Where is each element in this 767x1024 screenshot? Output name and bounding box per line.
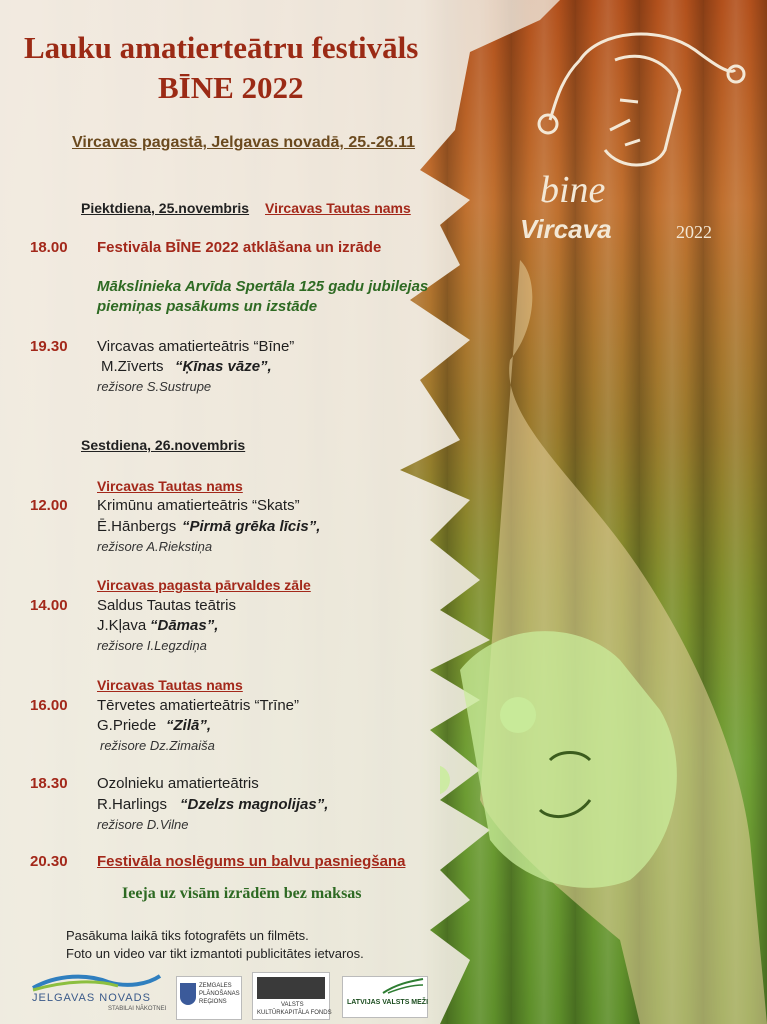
photo-notice: Pasākuma laikā tiks fotografēts un filmēts. xyxy=(66,928,309,943)
festival-title: Lauku amatierteātru festivāls xyxy=(24,30,419,65)
event-troupe: Saldus Tautas teātris xyxy=(97,597,236,614)
coat-of-arms-icon xyxy=(180,983,196,1005)
event-title: Festivāla BĪNE 2022 atklāšana un izrāde xyxy=(97,239,382,256)
event-play: “Dāmas”, xyxy=(150,617,219,634)
event-director: režisore D.Vilne xyxy=(97,817,189,832)
jelgava-logo-text: JELGAVAS NOVADS xyxy=(32,992,151,1004)
event-venue: Vircavas pagasta pārvaldes zāle xyxy=(97,577,311,593)
day2-heading-date: Sestdiena, 26.novembris xyxy=(81,437,246,453)
vkkf-mark-icon xyxy=(257,977,325,999)
event-troupe: Ozolnieku amatierteātris xyxy=(97,775,259,792)
event-director: režisore I.Legzdiņa xyxy=(97,638,207,653)
event-play: “Ķīnas vāze”, xyxy=(175,358,272,375)
jelgava-logo-sub: STABILAI NĀKOTNEI xyxy=(108,1006,167,1012)
event-troupe: Krimūnu amatierteātris “Skats” xyxy=(97,497,300,514)
zemgale-logo xyxy=(176,976,242,1020)
logo-year-text: 2022 xyxy=(676,222,712,242)
day1-heading-place: Vircavas Tautas nams xyxy=(265,200,411,216)
event-note: piemiņas pasākums un izstāde xyxy=(97,298,318,315)
zemgale-logo-text: PLĀNOŠANAS xyxy=(199,991,240,997)
event-author: R.Harlings xyxy=(97,796,168,813)
jelgava-wave-icon xyxy=(28,972,163,992)
event-note: Mākslinieka Arvīda Spertāla 125 gadu jubilejas xyxy=(97,278,429,295)
event-author: G.Priede xyxy=(97,717,157,734)
event-play: “Pirmā grēka līcis”, xyxy=(182,518,321,535)
event-time: 12.00 xyxy=(30,497,68,514)
event-troupe: Tērvetes amatierteātris “Trīne” xyxy=(97,697,299,714)
event-time: 16.00 xyxy=(30,697,68,714)
event-troupe: Vircavas amatierteātris “Bīne” xyxy=(97,338,295,355)
event-title: Festivāla noslēgums un balvu pasniegšana xyxy=(97,853,406,870)
event-time: 18.00 xyxy=(30,239,68,256)
day1-heading-date: Piektdiena, 25.novembris xyxy=(81,200,250,216)
free-entry-note: Ieeja uz visām izrādēm bez maksas xyxy=(122,885,362,902)
event-time: 19.30 xyxy=(30,338,68,355)
logo-script-text: bine xyxy=(540,169,606,211)
event-venue: Vircavas Tautas nams xyxy=(97,677,243,693)
vkkf-logo-text: KULTŪRKAPITĀLA FONDS xyxy=(257,1010,332,1016)
vkkf-logo-text: VALSTS xyxy=(281,1002,304,1008)
event-director: režisore Dz.Zimaiša xyxy=(100,738,215,753)
festival-year-title: BĪNE 2022 xyxy=(158,70,304,105)
event-time: 14.00 xyxy=(30,597,68,614)
event-director: režisore S.Sustrupe xyxy=(97,379,212,394)
jester-illustration xyxy=(440,240,767,1024)
vkkf-logo xyxy=(252,972,330,1020)
event-venue: Vircavas Tautas nams xyxy=(97,478,243,494)
lvm-logo-text: LATVIJAS VALSTS MEŽI xyxy=(347,999,429,1006)
event-play: “Dzelzs magnolijas”, xyxy=(180,796,329,813)
logo-place-text: Vircava xyxy=(520,214,612,244)
event-play: “Zilā”, xyxy=(166,717,212,734)
lvm-wave-icon xyxy=(343,977,427,995)
photo-notice: Foto un video var tikt izmantoti publicitātes ietvaros. xyxy=(66,946,364,961)
event-author: M.Zīverts xyxy=(101,358,164,375)
event-author: J.Kļava xyxy=(97,617,147,634)
event-time: 18.30 xyxy=(30,775,68,792)
event-author: Ē.Hānbergs xyxy=(97,518,177,535)
event-time: 20.30 xyxy=(30,853,68,870)
location-line: Vircavas pagastā, Jelgavas novadā, 25.-26.11 xyxy=(72,134,416,151)
lvm-logo xyxy=(342,976,428,1018)
zemgale-logo-text: ZEMGALES xyxy=(199,983,232,989)
zemgale-logo-text: REĢIONS xyxy=(199,999,227,1005)
event-director: režisore A.Riekstiņa xyxy=(97,539,213,554)
jelgava-novads-logo xyxy=(28,972,167,1018)
